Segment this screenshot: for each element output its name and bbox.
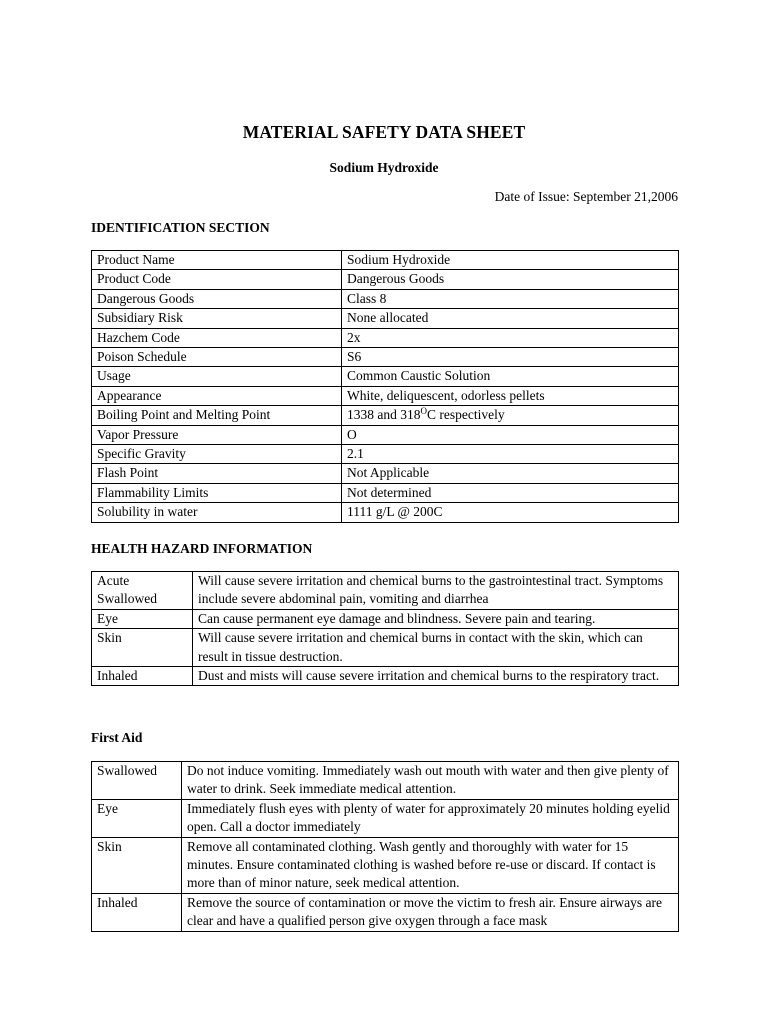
value-text: 1338 and 318 (347, 407, 421, 423)
table-row (92, 445, 679, 464)
table-row (92, 328, 679, 347)
row-label: Subsidiary Risk (92, 309, 342, 328)
document-title: MATERIAL SAFETY DATA SHEET (242, 122, 526, 142)
row-label: Boiling Point and Melting Point (92, 406, 342, 425)
table-row (92, 386, 679, 405)
table-row (92, 837, 679, 893)
document-subtitle: Sodium Hydroxide (329, 160, 439, 175)
table-row (92, 609, 679, 628)
row-label: Swallowed (92, 762, 182, 800)
table-row (92, 799, 679, 837)
row-label-line: Acute (97, 573, 130, 588)
row-value: S6 (342, 348, 679, 367)
first-aid-table (91, 761, 679, 932)
row-label: Flammability Limits (92, 483, 342, 502)
row-label: Flash Point (92, 464, 342, 483)
first-aid-heading: First Aid (91, 730, 143, 745)
table-row (92, 483, 679, 502)
table-row (92, 251, 679, 270)
row-value: Dangerous Goods (342, 270, 679, 289)
row-value: White, deliquescent, odorless pellets (342, 386, 679, 405)
row-label-line: Swallowed (97, 591, 157, 607)
row-value: Common Caustic Solution (342, 367, 679, 386)
row-label: Poison Schedule (92, 348, 342, 367)
table-row (92, 667, 679, 686)
row-value: None allocated (342, 309, 679, 328)
row-value: Remove all contaminated clothing. Wash gently and thoroughly with water for 15 minutes. Ensure contaminated clothing is washed before re-use or discard. If contact is more than of minor nature, seek medical attention. (182, 837, 679, 893)
row-label: Eye (92, 609, 193, 628)
table-row (92, 348, 679, 367)
row-label: Vapor Pressure (92, 425, 342, 444)
identification-heading: IDENTIFICATION SECTION (91, 220, 270, 235)
row-label: Product Code (92, 270, 342, 289)
row-value: 2x (342, 328, 679, 347)
row-value: Will cause severe irritation and chemical burns in contact with the skin, which can result in tissue destruction. (193, 629, 679, 667)
table-row (92, 309, 679, 328)
value-text: C respectively (427, 407, 505, 423)
row-value: Remove the source of contamination or move the victim to fresh air. Ensure airways are clear and have a qualified person give oxygen through a face mask (182, 893, 679, 931)
table-row (92, 367, 679, 386)
table-row (92, 464, 679, 483)
row-value: Not Applicable (342, 464, 679, 483)
table-row (92, 762, 679, 800)
table-row (92, 503, 679, 522)
row-label: Appearance (92, 386, 342, 405)
row-label: Inhaled (92, 893, 182, 931)
row-value: Do not induce vomiting. Immediately wash out mouth with water and then give plenty of water to drink. Seek immediate medical attention. (182, 762, 679, 800)
row-value: Dust and mists will cause severe irritation and chemical burns to the respiratory tract. (193, 667, 679, 686)
table-row (92, 629, 679, 667)
identification-table (91, 250, 679, 523)
row-value: 1111 g/L @ 200C (342, 503, 679, 522)
table-row (92, 893, 679, 931)
table-row (92, 425, 679, 444)
row-label (92, 572, 193, 610)
row-label: Dangerous Goods (92, 289, 342, 308)
row-label: Usage (92, 367, 342, 386)
row-label: Inhaled (92, 667, 193, 686)
row-label: Specific Gravity (92, 445, 342, 464)
row-value: 2.1 (342, 445, 679, 464)
table-row (92, 289, 679, 308)
health-hazard-heading: HEALTH HAZARD INFORMATION (91, 541, 313, 556)
table-row (92, 406, 679, 425)
table-row (92, 270, 679, 289)
row-label: Hazchem Code (92, 328, 342, 347)
row-label: Eye (92, 799, 182, 837)
row-value: Can cause permanent eye damage and blindness. Severe pain and tearing. (193, 609, 679, 628)
table-row (92, 572, 679, 610)
row-value (342, 406, 679, 425)
row-label: Product Name (92, 251, 342, 270)
row-value: Sodium Hydroxide (342, 251, 679, 270)
row-label: Skin (92, 629, 193, 667)
health-hazard-table (91, 571, 679, 686)
row-value: Will cause severe irritation and chemical burns to the gastrointestinal tract. Symptoms include severe abdominal pain, vomiting and diarrhea (193, 572, 679, 610)
row-value: Class 8 (342, 289, 679, 308)
row-label: Skin (92, 837, 182, 893)
row-value: Not determined (342, 483, 679, 502)
row-value: O (342, 425, 679, 444)
row-value: Immediately flush eyes with plenty of water for approximately 20 minutes holding eyelid open. Call a doctor immediately (182, 799, 679, 837)
date-of-issue: Date of Issue: September 21,2006 (494, 189, 678, 204)
row-label: Solubility in water (92, 503, 342, 522)
degree-superscript: O (420, 406, 427, 417)
